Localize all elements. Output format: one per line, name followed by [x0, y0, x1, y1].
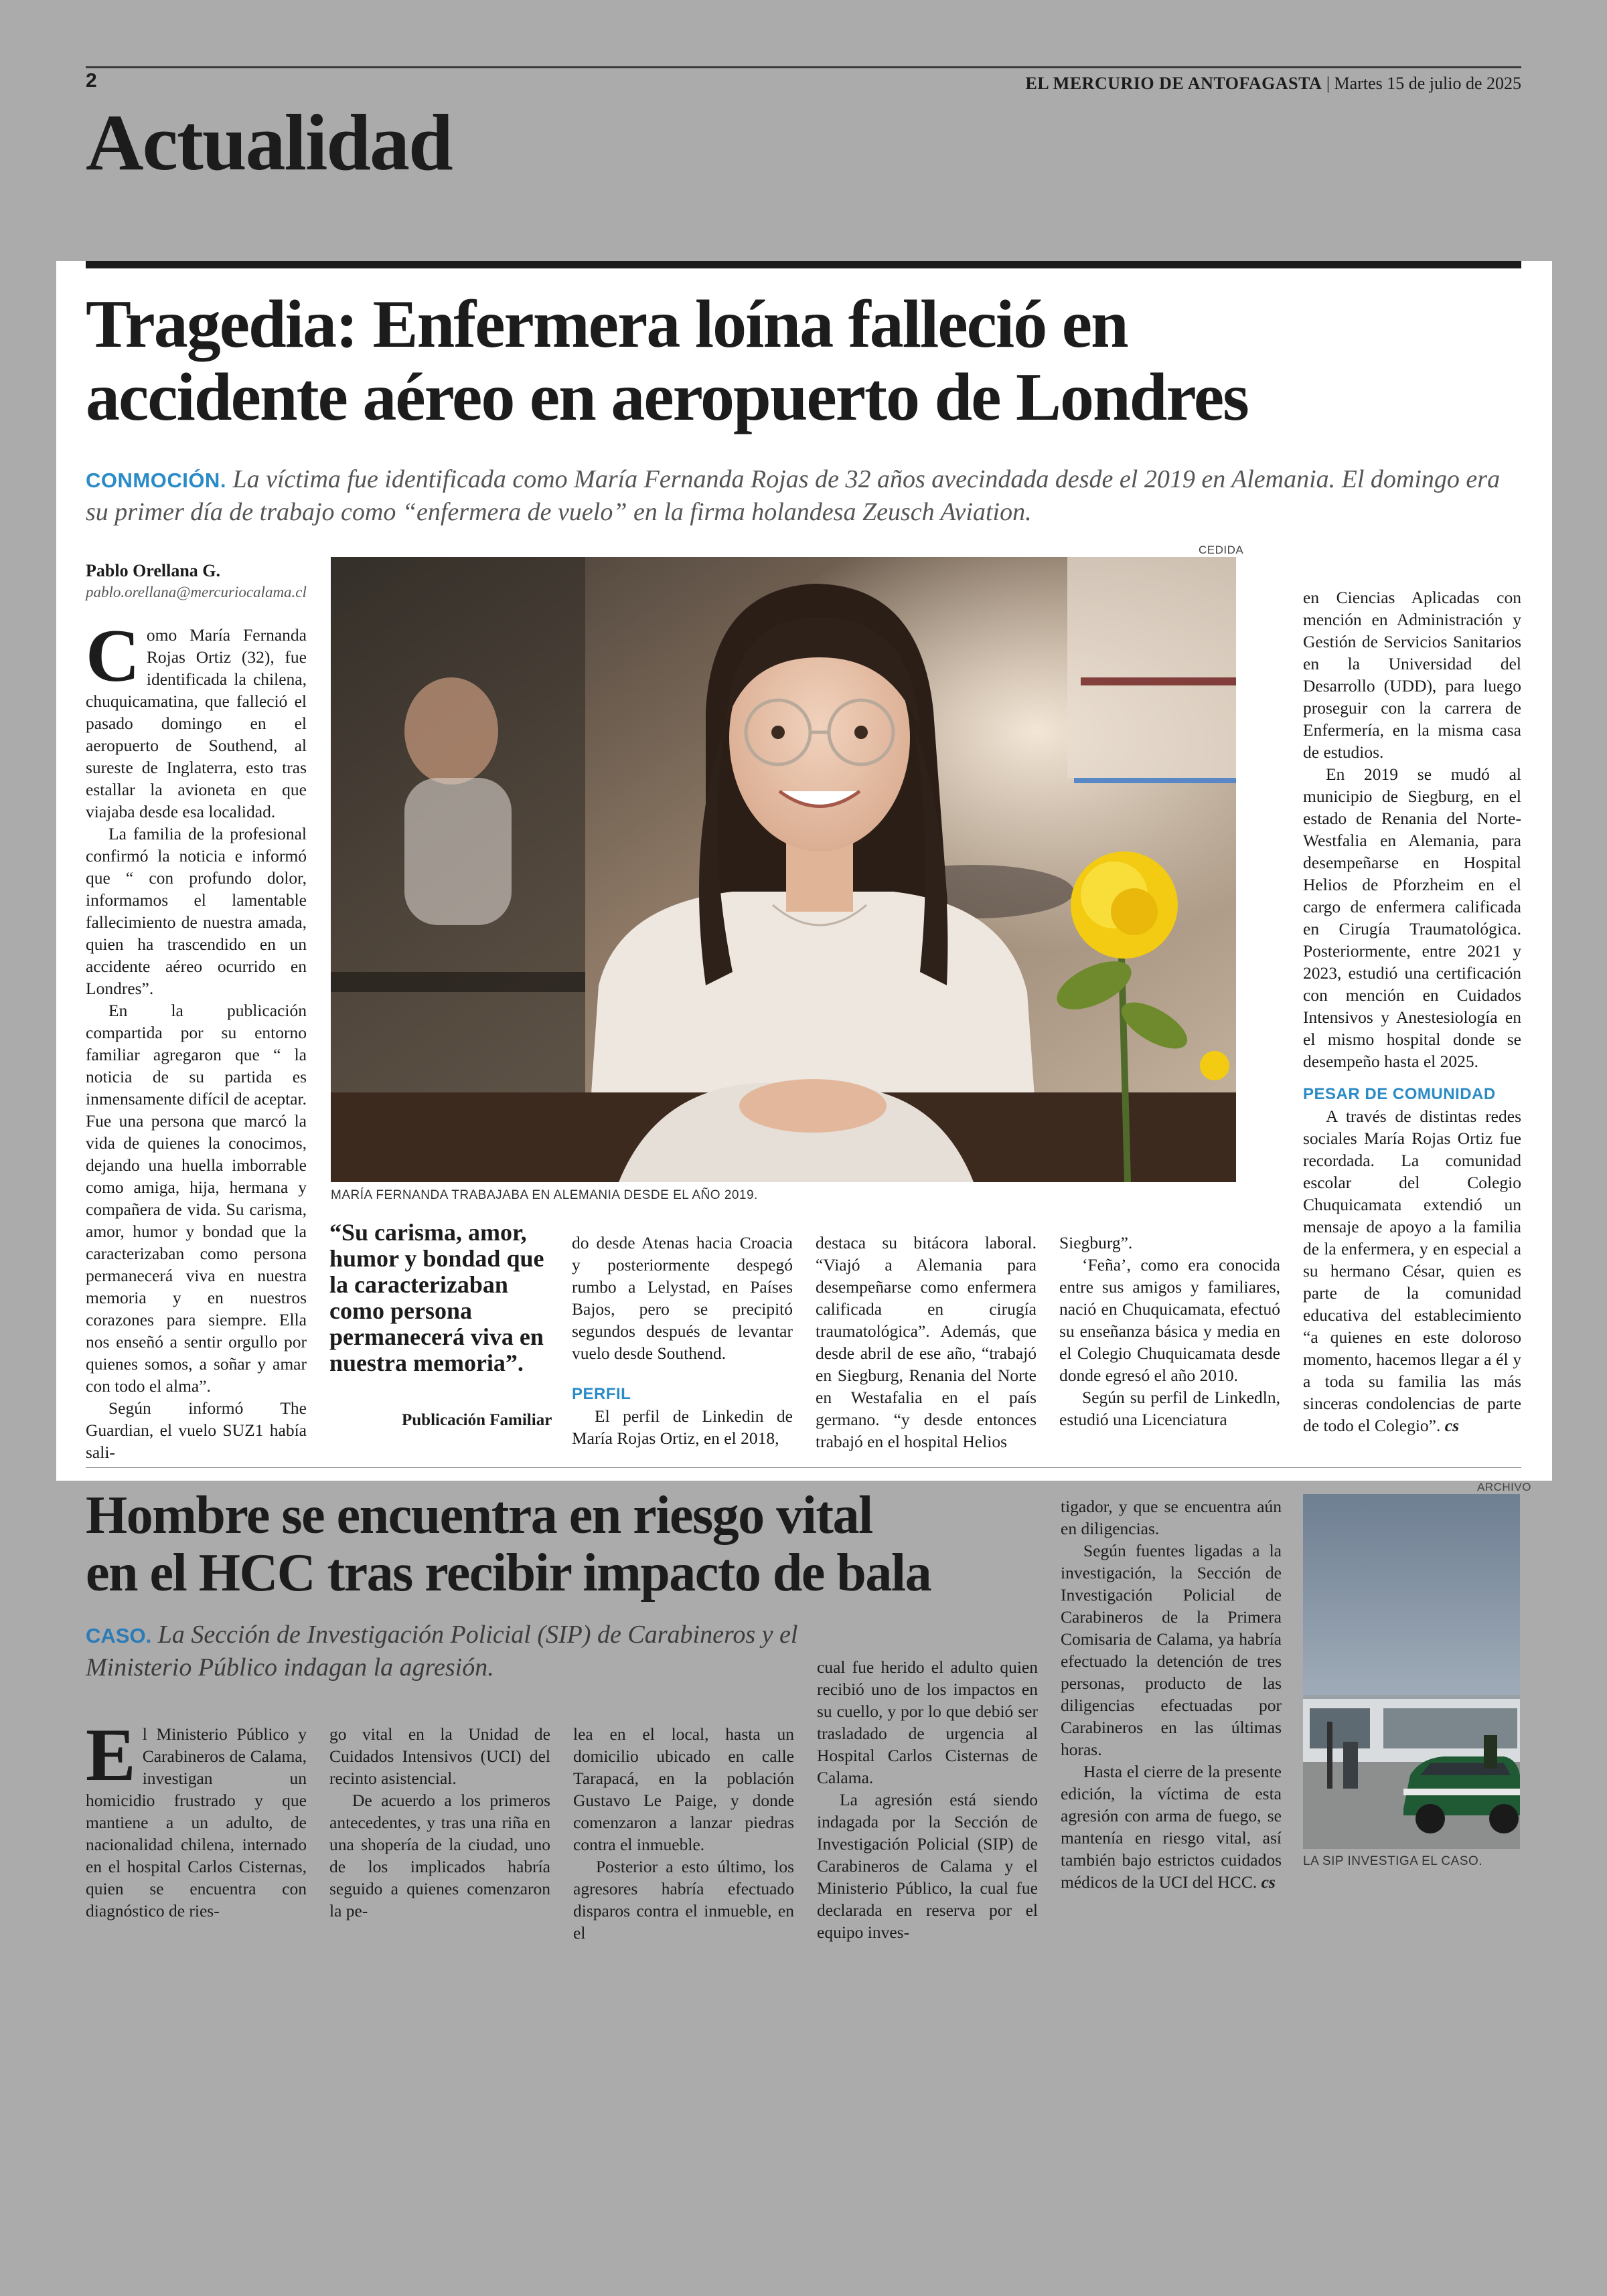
photo-caption: MARÍA FERNANDA TRABAJABA EN ALEMANIA DESDE EL AÑO 2019. [331, 1188, 758, 1202]
article2-deck [86, 1619, 822, 1685]
article1-paragraph: La familia de la profesional confirmó la noticia e informó que “ con profundo dolor, informamos el lamentable fallecimiento de nuestra amada, quien ha trascendido en un accidente aéreo ocurrido en Londres”. [86, 824, 307, 998]
article1-paragraph: En 2019 se mudó al municipio de Siegburg, en el estado de Renania del Norte-Westfalia en Alemania, para desempeñarse en Hospital Helios de Pforzheim en el cargo de enfermera calificada en Cirugía Traumatológica. Posteriormente, entre 2021 y 2023, estudió una certificación con mención en Cuidados Intensivos y Anestesiología en el mismo hospital donde se desempeño hasta el 2025. [1303, 764, 1521, 1071]
subhead-pesar-de-comunidad: PESAR DE COMUNIDAD [1303, 1085, 1496, 1103]
article1-paragraph: ‘Feña’, como era conocida entre sus amigos y familiares, nació en Chuquicamata, efectuó su enseñanza básica y media en el Colegio Chuquicamata desde donde egresó el año 2010. [1059, 1255, 1280, 1385]
pull-quote: “Su carisma, amor, humor y bondad que la caracterizaban como persona permanecerá viva en nuestra memoria”. [329, 1219, 544, 1376]
photo2-caption: LA SIP INVESTIGA EL CASO. [1303, 1854, 1483, 1868]
publication-name: EL MERCURIO DE ANTOFAGASTA [1025, 74, 1322, 93]
section-title: Actualidad [86, 98, 452, 187]
article1-column-5 [1059, 1232, 1280, 1430]
drop-cap: C [86, 614, 140, 698]
photo2-credit: ARCHIVO [1477, 1481, 1531, 1493]
article2-paragraph: Posterior a esto último, los agresores habría efectuado disparos contra el inmueble, en el [573, 1857, 794, 1943]
article1-column-3 [572, 1232, 793, 1449]
top-rule [86, 66, 1521, 68]
masthead [1026, 74, 1521, 94]
article2-paragraph: El Ministerio Público y Carabineros de Calama, investigan un homicidio frustrado y que mantiene a un adulto, de nacionalidad chilena, internado en el hospital Carlos Cisternas, quien se encuentra con diagnóstico de ries- [86, 1714, 307, 1920]
article2-paragraph: lea en el local, hasta un domicilio ubicado en calle Tarapacá, en la población Gustavo Le Paige, y donde comenzaron a lanzar piedras contra el inmueble. [573, 1724, 794, 1854]
article1-headline [86, 288, 1521, 434]
article2-column-4 [817, 1656, 1038, 1943]
article2-paragraph: La agresión está siendo indagada por la Sección de Investigación Policial (SIP) de Carabineros de Calama y el Ministerio Público, la cual fue declarada en reserva por el equipo inves- [817, 1790, 1038, 1942]
article2-column-2 [329, 1723, 550, 1922]
article2-deck-text: La Sección de Investigación Policial (SIP) de Carabineros y el Ministerio Público indagan la agresión. [86, 1621, 798, 1682]
article2-paragraph: Según fuentes ligadas a la investigación, la Sección de Investigación Policial de Carabineros de la Primera Comisaria de Calama, ya habría efectuado la detención de tres personas, producto de las diligencias efectuadas por Carabineros en las últimas horas. [1061, 1541, 1282, 1759]
subhead-perfil: PERFIL [572, 1385, 631, 1403]
portrait-photo [331, 557, 1236, 1182]
article2-paragraph: tigador, y que se encuentra aún en diligencias. [1061, 1497, 1282, 1538]
article1-paragraph: A través de distintas redes sociales María Rojas Ortiz fue recordada. La comunidad escolar del Colegio Chuquicamata extendió un mensaje de apoyo a la familia de la enfermera, y en especial a su hermano César, quien es parte de la comunidad educativa del establecimiento “a quienes en este doloroso momento, hacemos llegar a él y a toda su familia las más sinceras condolencias de parte de todo el Colegio”. cs [1303, 1106, 1521, 1435]
article1-column-4 [816, 1232, 1037, 1453]
article1-paragraph: do desde Atenas hacia Croacia y posteriormente despegó rumbo a Lelystad, en Países Bajos, pero se precipitó segundos después de levantar vuelo desde Southend. [572, 1233, 793, 1363]
article1-byline: Pablo Orellana G. [86, 561, 221, 580]
page-number: 2 [86, 70, 97, 92]
drop-cap: E [86, 1714, 136, 1797]
article1-paragraph: En la publicación compartida por su entorno familiar agregaron que “ la noticia de su partida es inmensamente difícil de aceptar. Fue una persona que marcó la vida de quienes la conocimos, dejando una huella imborrable como amiga, hija, hermana y compañera de vida. Su carisma, amor, humor y bondad que la caracterizaban como persona permanecerá viva en nuestra memoria y en nuestros corazones para siempre. Ella nos enseñó a sentir orgullo por quienes somos, a soñar y amar con todo el alma”. [86, 1001, 307, 1396]
article-top-rule [86, 261, 1521, 268]
article2-headline-line2: en el HCC tras recibir impacto de bala [86, 1543, 931, 1603]
article-separator [86, 1467, 1521, 1468]
end-mark-icon: cs [1261, 1872, 1276, 1892]
article2-column-5 [1061, 1495, 1282, 1893]
article1-paragraph: Como María Fernanda Rojas Ortiz (32), fue identificada la chilena, chuquicamatina, que falleció el pasado domingo en el aeropuerto de Southend, al sureste de Inglaterra, esto tras estallar la avioneta en que viajaba desde esa localidad. [86, 614, 307, 821]
article1-headline-line1: Tragedia: Enfermera loína falleció en [86, 286, 1128, 362]
article2-paragraph: De acuerdo a los primeros antecedentes, y tras una riña en una shopería de la ciudad, uno de los implicados habría seguido a quienes comenzaron la pe- [329, 1791, 550, 1920]
police-car-photo [1303, 1494, 1520, 1849]
article2-headline [86, 1487, 1070, 1602]
article2-headline-line1: Hombre se encuentra en riesgo vital [86, 1486, 872, 1545]
end-mark-icon: cs [1444, 1416, 1459, 1435]
article1-paragraph: destaca su bitácora laboral. “Viajó a Alemania para desempeñarse como enfermera calificada en cirugía traumatológica”. Además, que desde abril de ese año, “trabajó en Siegburg, Renania del Norte en Westafalia en el país germano. “y desde entonces trabajó en el hospital Helios [816, 1233, 1037, 1451]
photo-credit: CEDIDA [1199, 544, 1244, 556]
article1-paragraph: Según informó The Guardian, el vuelo SUZ1 había sali- [86, 1398, 307, 1462]
article2-kicker: CASO. [86, 1624, 152, 1647]
article1-deck-text: La víctima fue identificada como María Fernanda Rojas de 32 años avecindada desde el 2019 en Alemania. El domingo era su primer día de trabajo como “enfermera de vuelo” en la firma holandesa Zeusch Aviation. [86, 465, 1501, 527]
article2-paragraph: go vital en la Unidad de Cuidados Intensivos (UCI) del recinto asistencial. [329, 1724, 550, 1788]
article1-column-1 [86, 614, 307, 1463]
publication-date: Martes 15 de julio de 2025 [1334, 74, 1521, 93]
article1-deck [86, 463, 1521, 529]
article2-paragraph: Hasta el cierre de la presente edición, la víctima de esta agresión con arma de fuego, se mantenía en riesgo vital, así también bajo estrictos cuidados médicos de la UCI del HCC. cs [1061, 1762, 1282, 1892]
article1-paragraph: en Ciencias Aplicadas con mención en Administración y Gestión de Servicios Sanitarios en la Universidad del Desarrollo (UDD), para luego proseguir con la carrera de Enfermería, en la misma casa de estudios. [1303, 588, 1521, 762]
article2-column-1 [86, 1714, 307, 1922]
article2-paragraph: cual fue herido el adulto quien recibió uno de los impactos en su cuello, y por lo que debió ser trasladado de urgencia al Hospital Carlos Cisternas de Calama. [817, 1657, 1038, 1787]
article1-author-email[interactable]: pablo.orellana@mercuriocalama.cl [86, 584, 307, 600]
police-car-photo-image [1303, 1494, 1520, 1849]
article1-headline-line2: accidente aéreo en aeropuerto de Londres [86, 359, 1248, 436]
pull-quote-source: Publicación Familiar [402, 1411, 552, 1429]
article1-paragraph: El perfil de Linkedin de María Rojas Ortiz, en el 2018, [572, 1406, 793, 1448]
portrait-photo-image [331, 557, 1236, 1182]
article1-kicker: CONMOCIÓN. [86, 469, 226, 492]
article1-paragraph: Siegburg”. [1059, 1233, 1133, 1252]
article2-column-3 [573, 1723, 794, 1944]
article1-column-6 [1303, 586, 1521, 1437]
masthead-divider: | [1326, 74, 1334, 93]
article1-paragraph: Según su perfil de Linkedln, estudió una Licenciatura [1059, 1388, 1280, 1429]
